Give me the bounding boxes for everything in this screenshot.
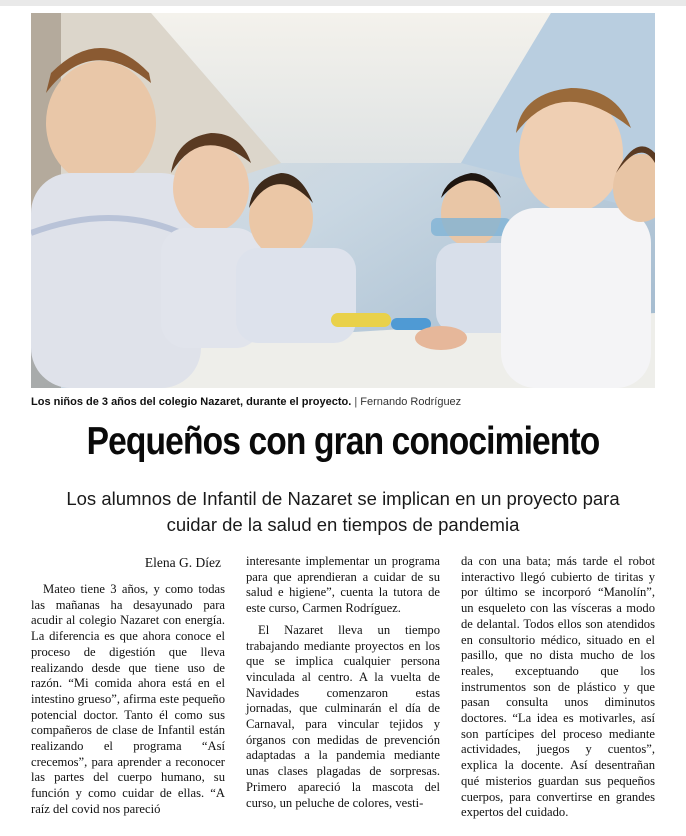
paragraph: da con una bata; más tarde el robot interactivo llegó cubierto de tiritas y por último se incorporó “Manolín”, un esqueleto con las vísceras a modo de delantal. Todos ellos son atendidos en consultorio médico, situado en el pasillo, que no dista mucho de los reales, exceptuando que los instrumentos son de plástico y que pasan consulta unos diminutos doctores. “La idea es motivarles, así son partícipes del proceso mediante actividades, juegos y cuentos”, explica la docente. Así desentrañan qué misterios guardan sus pequeños cuerpos, para convertirse en grandes expertos del cuidado. xyxy=(461,554,655,820)
caption-text: Los niños de 3 años del colegio Nazaret, durante el proyecto. xyxy=(31,396,352,408)
paragraph: interesante implementar un programa para que aprendieran a cuidar de su salud e higiene”, cuenta la tutora de este curso, Carmen Rodríguez. xyxy=(246,554,440,616)
caption-separator: | xyxy=(354,396,358,408)
photo-credit: Fernando Rodríguez xyxy=(360,396,462,408)
photo-caption xyxy=(31,396,655,408)
column-3 xyxy=(461,554,655,827)
paragraph: Mateo tiene 3 años, y como todas las mañanas ha desayunado para acudir al colegio Nazaret con energía. La diferencia es que ahora conoce el proceso de digestión que lleva realizando desde que tiene uso de razón. “Mi comida ahora está en el intestino grueso”, afirma este pequeño potencial doctor. Tanto él como sus compañeros de clase de Infantil están realizando el programa “Así crecemos”, para aprender a reconocer las partes del cuerpo humano, su función y como cuidar de ellas. “A raíz del covid nos pareció xyxy=(31,582,225,816)
headline: Pequeños con gran conocimiento xyxy=(86,420,600,463)
paragraph: El Nazaret lleva un tiempo trabajando mediante proyectos en los que se implica cualquier persona vinculada al centro. A la vuelta de Navidades comenzaron estas jornadas, que culminarán el día de Carnaval, para vincular tejidos y órganos con medidas de prevención adaptadas a la pandemia mediante unas clases plagadas de sorpresas. Primero apareció la mascota del curso, un peluche de colores, vesti- xyxy=(246,622,440,810)
photo-illustration xyxy=(31,13,655,388)
byline: Elena G. Díez xyxy=(144,555,221,570)
subheadline: Los alumnos de Infantil de Nazaret se implican en un proyecto para cuidar de la salud en tiempos de pandemia xyxy=(66,488,620,535)
page-top-band xyxy=(0,0,686,6)
article-body xyxy=(31,554,655,834)
classroom-photo xyxy=(31,13,655,388)
column-2 xyxy=(246,554,440,817)
column-1 xyxy=(31,554,225,824)
